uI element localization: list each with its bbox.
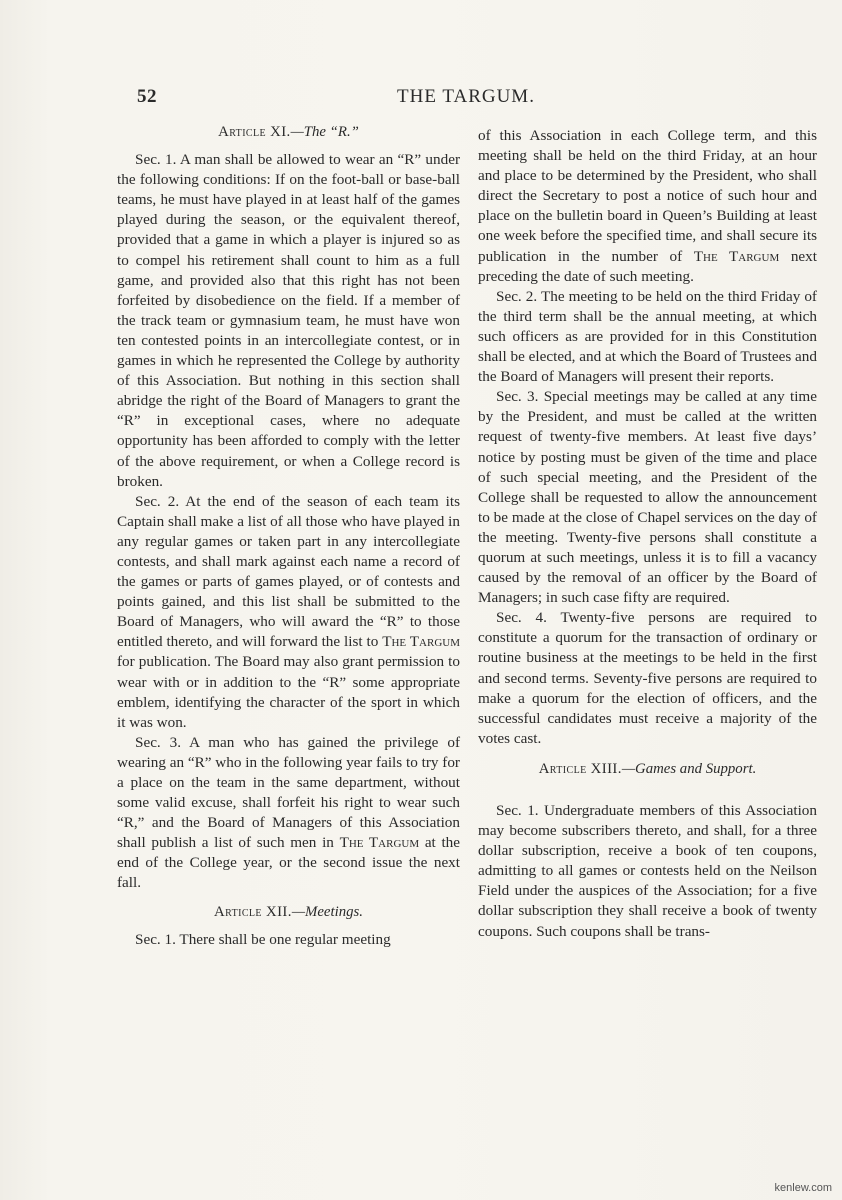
article-xiii-title: —Games and Support. [621, 760, 757, 777]
article-xii-sec-1-text-b: next preceding the date of such meeting. [478, 247, 817, 285]
article-xi-sec-2 [117, 492, 460, 733]
right-column [478, 126, 817, 942]
article-xi-sec-3 [117, 733, 460, 894]
article-xii-sec-1-continued [478, 126, 817, 287]
running-head: THE TARGUM. [397, 86, 535, 107]
article-xi-title: —The “R.” [290, 124, 359, 140]
left-column [117, 118, 460, 950]
article-xii-label: Article XII. [214, 903, 292, 920]
article-xii-sec-4: Sec. 4. Twenty-five persons are required to constitute a quorum for the transaction of ordinary or routine business at the meetings to be held in the first and second terms. Seventy-five persons are required to make a quorum for the election of officers, and the successful candidates must receive a majority of the votes cast. [478, 609, 817, 747]
article-xii-sec-3: Sec. 3. Special meetings may be called at any time by the President, and must be called at the written request of twenty-five members. At least five days’ notice by posting must be given of the time and place of such special meeting, and the President of the College shall be requested to allow the announcement to be made at the close of Chapel services on the day of the meeting. Twenty-five persons shall constitute a quorum at such meetings, unless it is to fill a vacancy caused by the removal of an officer by the Board of Managers; in such case fifty are required. [478, 388, 817, 607]
article-xii-sec-1-text-a: of this Association in each College term, and this meeting shall be held on the third Friday, at an hour and place to be determined by the President, who shall direct the Secretary to post a notice of such hour and place on the bulletin board in Queen’s Building at least one week before the specified time, and shall secure its publication in the number of [478, 127, 817, 265]
article-xiii-heading [478, 759, 817, 779]
targum-reference: The Targum [382, 633, 460, 651]
article-xi-sec-3-text-b: at the end of the College year, or the second issue the next fall. [117, 834, 461, 892]
targum-reference: The Targum [339, 834, 420, 852]
article-xi-sec-2-text-a: Sec. 2. At the end of the season of each team its Captain shall make a list of all those who have played in any regular games or taken part in any intercollegiate contests, and shall mark against each name a record of the games or parts of games played, or of contests and points gained, and this list shall be submitted to the Board of Managers, who will award the “R” to those entitled thereto, and will forward the list to [117, 492, 460, 651]
article-xii-heading [117, 902, 460, 922]
article-xi-sec-3-text-a: Sec. 3. A man who has gained the privilege of wearing an “R” who in the following year fails to try for a place on the team in the same department, without some valid excuse, shall forfeit his right to wear such “R,” and the Board of Managers of this Association shall publish a list of such men in [117, 733, 460, 852]
article-xii-title: —Meetings. [291, 903, 363, 920]
article-xii-sec-1-start: Sec. 1. There shall be one regular meeting [135, 930, 391, 948]
article-xi-sec-1: Sec. 1. A man shall be allowed to wear an “R” under the following conditions: If on the foot-ball or base-ball teams, he must have played in at least half of the games played during the season, or the equivalent thereof, provided that a game in which a player is injured so as to compel his retirement shall count to him as a full game, and provided also that this right has not been forfeited by disobedience on the field. If a member of the track team or gymnasium team, he must have won ten contested points in an intercollegiate contest, or in games in which he represented the College by authority of this Association. But nothing in this section shall abridge the right of the Board of Managers to grant the “R” in exceptional cases, where no adequate opportunity has been afforded to comply with the letter of the above requirement, or when a College record is broken. [117, 151, 460, 490]
targum-reference: The Targum [693, 247, 780, 265]
article-xi-heading [117, 122, 460, 142]
watermark: kenlew.com [774, 1182, 832, 1194]
page-number: 52 [137, 86, 157, 107]
article-xiii-sec-1: Sec. 1. Undergraduate members of this Association may become subscribers thereto, and shall, for a three dollar subscription, receive a book of ten coupons, admitting to all games or contests held on the Neilson Field under the auspices of the Association; for a five dollar subscription they shall receive a book of twenty coupons. Such coupons shall be trans- [478, 802, 817, 940]
article-xii-sec-2: Sec. 2. The meeting to be held on the third Friday of the third term shall be the annual meeting, at which such officers as are provided for in this Constitution shall be elected, and at which the Board of Trustees and the Board of Managers will present their reports. [478, 287, 817, 386]
article-xiii-label: Article XIII. [538, 760, 622, 777]
article-xi-label: Article XI. [218, 124, 291, 140]
article-xi-sec-2-text-b: for publication. The Board may also grant permission to wear with or in addition to the “R” some appropriate emblem, identifying the character of the sport in which it was won. [117, 653, 460, 731]
